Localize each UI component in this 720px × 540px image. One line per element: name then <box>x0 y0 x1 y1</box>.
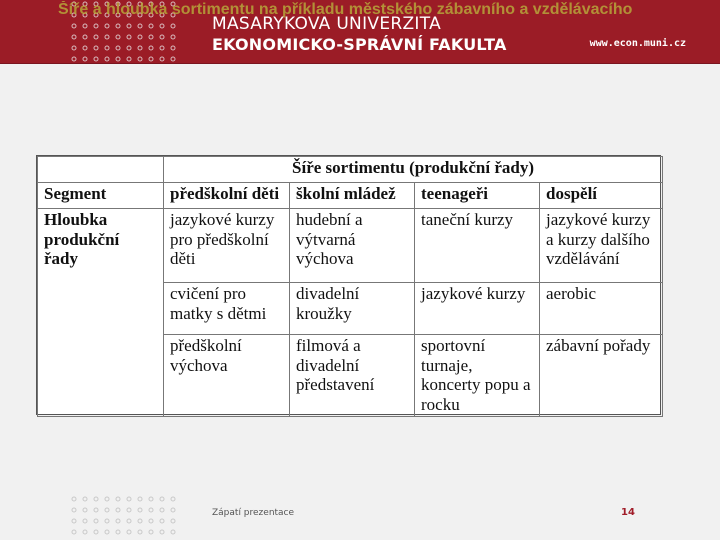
logo-dot <box>149 530 153 534</box>
logo-dot <box>149 519 153 523</box>
logo-dot <box>105 508 109 512</box>
header-divider <box>0 63 720 64</box>
logo-dot <box>94 46 98 50</box>
logo-dot <box>83 530 87 534</box>
logo-dot <box>160 497 164 501</box>
logo-dot <box>72 508 76 512</box>
logo-dot <box>105 35 109 39</box>
logo-dot <box>83 508 87 512</box>
logo-dot <box>94 57 98 61</box>
table-cell: cvičení pro matky s dětmi <box>164 283 290 335</box>
logo-dot <box>127 508 131 512</box>
logo-dot <box>149 46 153 50</box>
table-cell: filmová a divadelní představení <box>290 335 415 417</box>
logo-dot <box>127 35 131 39</box>
logo-dot <box>127 519 131 523</box>
logo-dot <box>127 530 131 534</box>
logo-dot <box>94 24 98 28</box>
column-header: dospělí <box>540 183 663 209</box>
logo-dot <box>116 519 120 523</box>
logo-dot <box>138 35 142 39</box>
logo-dot <box>116 57 120 61</box>
logo-dot <box>138 24 142 28</box>
table-cell: jazykové kurzy pro předškolní děti <box>164 209 290 283</box>
depth-label: Hloubka produkční řady <box>38 209 164 417</box>
table-cell: taneční kurzy <box>415 209 540 283</box>
table-cell: aerobic <box>540 283 663 335</box>
column-header: předškolní děti <box>164 183 290 209</box>
logo-dot <box>83 24 87 28</box>
header-bar <box>0 0 720 63</box>
logo-dot <box>160 530 164 534</box>
logo-dot <box>94 519 98 523</box>
logo-dot <box>127 46 131 50</box>
logo-dot <box>127 24 131 28</box>
logo-dot <box>171 497 175 501</box>
logo-dot <box>72 57 76 61</box>
logo-dot <box>160 24 164 28</box>
logo-dot <box>171 24 175 28</box>
university-name: MASARYKOVA UNIVERZITA <box>212 14 442 34</box>
logo-dot <box>160 57 164 61</box>
logo-dot <box>160 46 164 50</box>
logo-dot <box>171 530 175 534</box>
column-header: teenageři <box>415 183 540 209</box>
logo-dot <box>160 519 164 523</box>
footer-logo-dots <box>70 495 186 540</box>
logo-dot <box>94 497 98 501</box>
logo-dot <box>171 46 175 50</box>
logo-dot <box>105 497 109 501</box>
logo-dot <box>127 57 131 61</box>
logo-dot <box>105 24 109 28</box>
logo-dot <box>160 508 164 512</box>
faculty-name: EKONOMICKO-SPRÁVNÍ FAKULTA <box>212 35 507 54</box>
logo-dot <box>116 508 120 512</box>
logo-dot <box>72 35 76 39</box>
logo-dot <box>171 57 175 61</box>
table-cell: divadelní kroužky <box>290 283 415 335</box>
logo-dot <box>105 57 109 61</box>
logo-dot <box>105 530 109 534</box>
slide-title: Šíře a hloubka sortimentu na příkladu městského zábavního a vzdělávacího <box>58 1 633 18</box>
logo-dot <box>138 519 142 523</box>
logo-dot <box>138 530 142 534</box>
logo-dot <box>127 497 131 501</box>
logo-dot <box>138 57 142 61</box>
logo-dot <box>94 35 98 39</box>
logo-dot <box>72 46 76 50</box>
logo-dot <box>72 530 76 534</box>
logo-dot <box>138 497 142 501</box>
logo-dot <box>116 46 120 50</box>
logo-dot <box>105 519 109 523</box>
logo-dot <box>160 35 164 39</box>
footer-text: Zápatí prezentace <box>212 508 295 518</box>
logo-dot <box>171 35 175 39</box>
page-number: 14 <box>621 507 635 518</box>
table-cell: sportovní turnaje, koncerty popu a rocku <box>415 335 540 417</box>
logo-dot <box>105 46 109 50</box>
logo-dot <box>83 497 87 501</box>
assortment-table <box>36 155 661 415</box>
table-cell: zábavní pořady <box>540 335 663 417</box>
logo-dot <box>83 57 87 61</box>
logo-dot <box>149 57 153 61</box>
table-cell: předškolní výchova <box>164 335 290 417</box>
table-cell: hudební a výtvarná výchova <box>290 209 415 283</box>
logo-dot <box>94 508 98 512</box>
logo-dot <box>138 46 142 50</box>
group-header: Šíře sortimentu (produkční řady) <box>164 157 663 183</box>
logo-dot <box>171 519 175 523</box>
logo-dot <box>149 35 153 39</box>
logo-dot <box>72 519 76 523</box>
logo-dot <box>72 497 76 501</box>
logo-dot <box>94 530 98 534</box>
table-cell: jazykové kurzy <box>415 283 540 335</box>
column-header: školní mládež <box>290 183 415 209</box>
logo-dot <box>149 508 153 512</box>
website-link[interactable]: www.econ.muni.cz <box>589 38 686 49</box>
logo-dot <box>116 497 120 501</box>
logo-dot <box>116 530 120 534</box>
logo-dot <box>83 519 87 523</box>
logo-dot <box>138 508 142 512</box>
logo-dot <box>149 497 153 501</box>
logo-dot <box>116 24 120 28</box>
table-cell: jazykové kurzy a kurzy dalšího vzdělávání <box>540 209 663 283</box>
logo-dot <box>83 35 87 39</box>
logo-dot <box>72 24 76 28</box>
logo-dot <box>171 508 175 512</box>
logo-dot <box>83 46 87 50</box>
logo-dot <box>116 35 120 39</box>
logo-dot <box>149 24 153 28</box>
segment-label: Segment <box>38 183 164 209</box>
empty-corner-cell <box>38 157 164 183</box>
